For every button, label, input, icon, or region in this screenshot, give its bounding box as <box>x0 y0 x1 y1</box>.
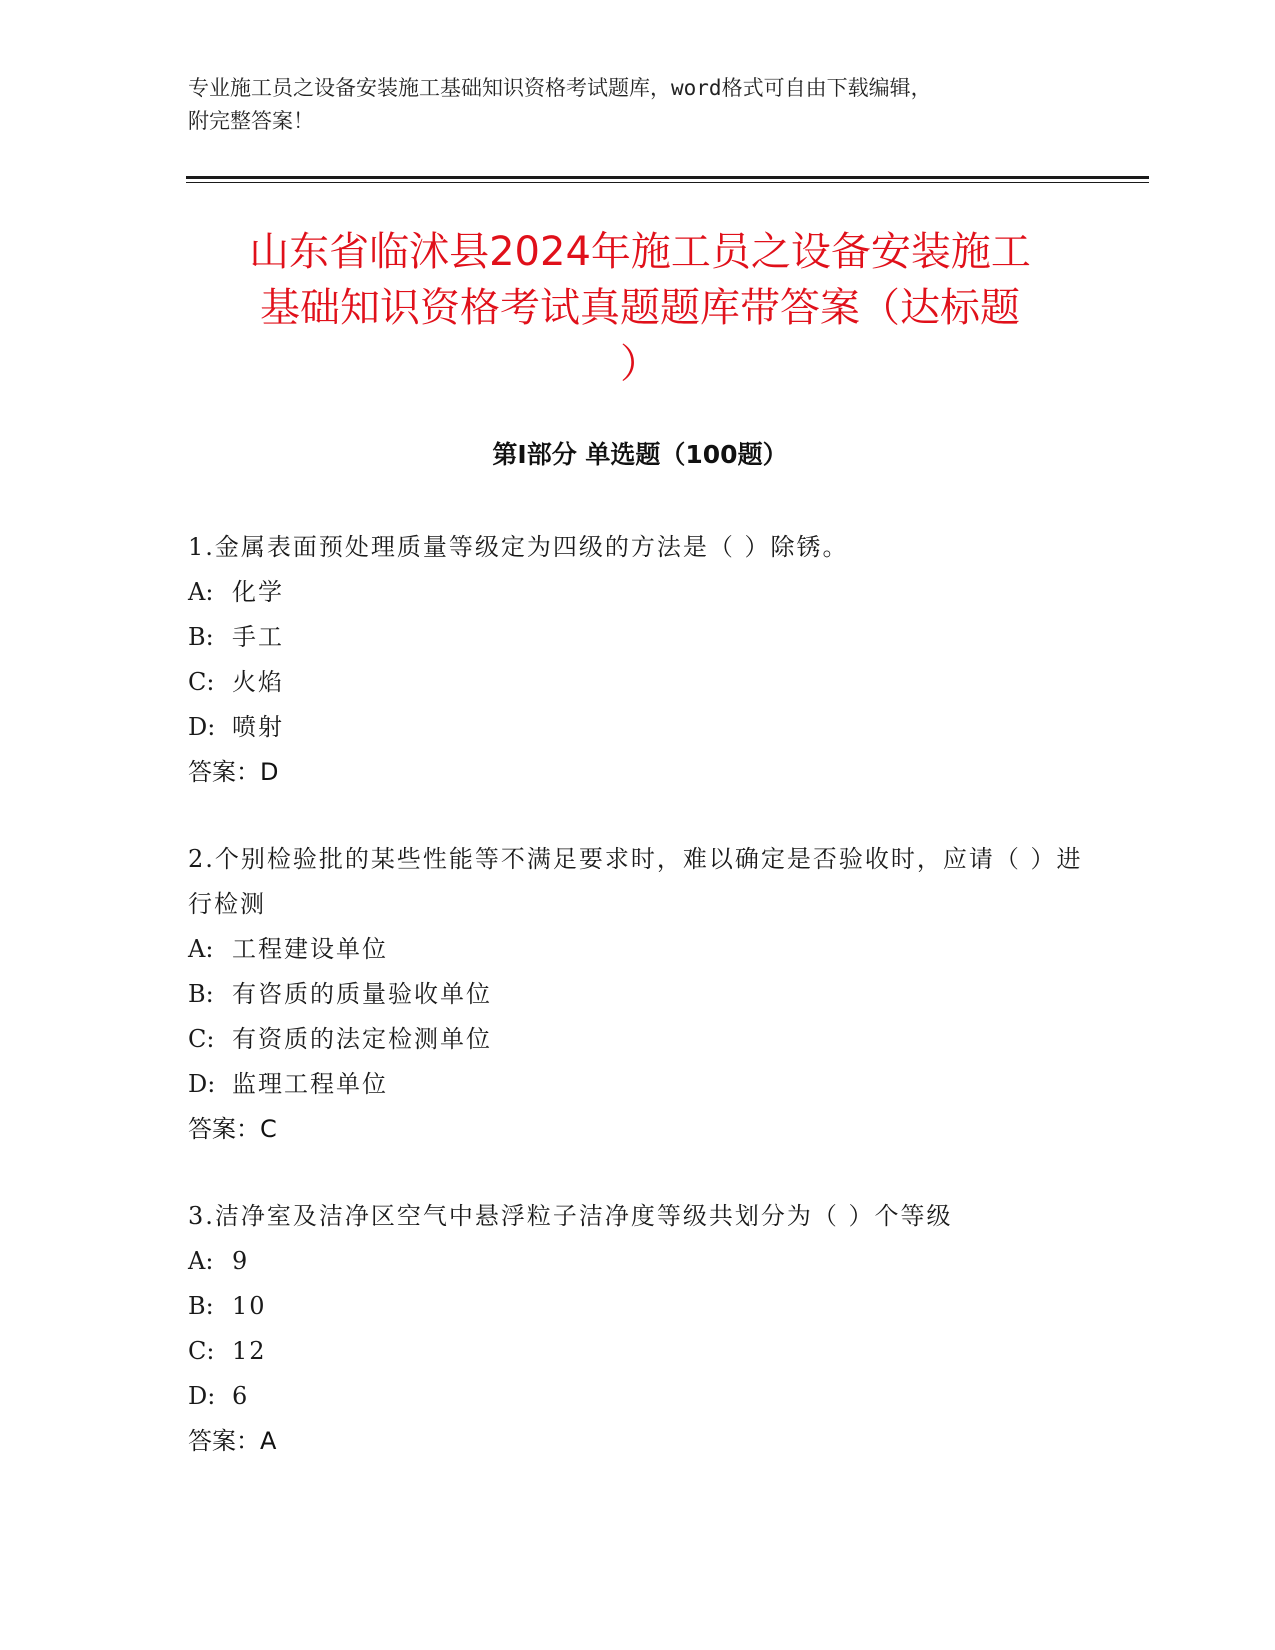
section-heading: 第Ⅰ部分 单选题（100题） <box>492 440 788 469</box>
question-list <box>188 525 1088 1506</box>
answer-line: 答案：A <box>188 1427 277 1455</box>
option-d <box>188 1374 1088 1419</box>
option-a <box>188 1239 1088 1284</box>
option-text: 10 <box>232 1292 267 1320</box>
document-title-line-1: 山东省临沭县2024年施工员之设备安装施工 <box>249 229 1031 275</box>
option-text: 有资质的法定检测单位 <box>232 1025 492 1053</box>
option-text: 工程建设单位 <box>232 935 388 963</box>
answer-line: 答案：C <box>188 1115 277 1143</box>
question-stem: 2.个别检验批的某些性能等不满足要求时，难以确定是否验收时，应请（ ）进行检测 <box>188 845 1083 918</box>
option-text: 有咨质的质量验收单位 <box>232 980 492 1008</box>
question-stem: 1.金属表面预处理质量等级定为四级的方法是（ ）除锈。 <box>188 533 849 561</box>
question-1 <box>188 525 1088 795</box>
option-label: C: <box>188 668 215 696</box>
option-label: B: <box>188 1292 214 1320</box>
option-b <box>188 972 1088 1017</box>
option-c <box>188 660 1088 705</box>
option-label: C: <box>188 1025 215 1053</box>
option-b <box>188 1284 1088 1329</box>
option-label: D: <box>188 1382 216 1410</box>
answer-line: 答案：D <box>188 758 279 786</box>
option-label: A: <box>188 1247 214 1275</box>
option-text: 化学 <box>232 578 284 606</box>
document-title-line-2: 基础知识资格考试真题题库带答案（达标题 <box>260 285 1020 331</box>
question-3 <box>188 1194 1088 1464</box>
option-label: A: <box>188 578 214 606</box>
option-c <box>188 1329 1088 1374</box>
header-note-line-2: 附完整答案！ <box>188 109 314 133</box>
option-d <box>188 705 1088 750</box>
option-text: 火焰 <box>232 668 284 696</box>
option-label: B: <box>188 623 214 651</box>
option-b <box>188 615 1088 660</box>
option-text: 9 <box>232 1247 250 1275</box>
option-text: 手工 <box>232 623 284 651</box>
header-note-line-1: 专业施工员之设备安装施工基础知识资格考试题库，word格式可自由下载编辑， <box>188 76 932 100</box>
option-d <box>188 1062 1088 1107</box>
option-a <box>188 927 1088 972</box>
option-c <box>188 1017 1088 1062</box>
question-stem: 3.洁净室及洁净区空气中悬浮粒子洁净度等级共划分为（ ）个等级 <box>188 1202 953 1230</box>
option-label: B: <box>188 980 214 1008</box>
option-text: 喷射 <box>232 713 284 741</box>
document-title <box>160 224 1120 392</box>
header-divider-thin <box>186 182 1149 183</box>
header-divider-thick <box>186 176 1149 179</box>
option-a <box>188 570 1088 615</box>
option-text: 监理工程单位 <box>232 1070 388 1098</box>
document-title-line-3: ） <box>620 341 660 387</box>
option-label: C: <box>188 1337 215 1365</box>
option-text: 12 <box>232 1337 267 1365</box>
option-label: D: <box>188 713 216 741</box>
option-text: 6 <box>232 1382 250 1410</box>
header-note <box>188 72 1068 138</box>
option-label: D: <box>188 1070 216 1098</box>
option-label: A: <box>188 935 214 963</box>
question-2 <box>188 837 1088 1152</box>
